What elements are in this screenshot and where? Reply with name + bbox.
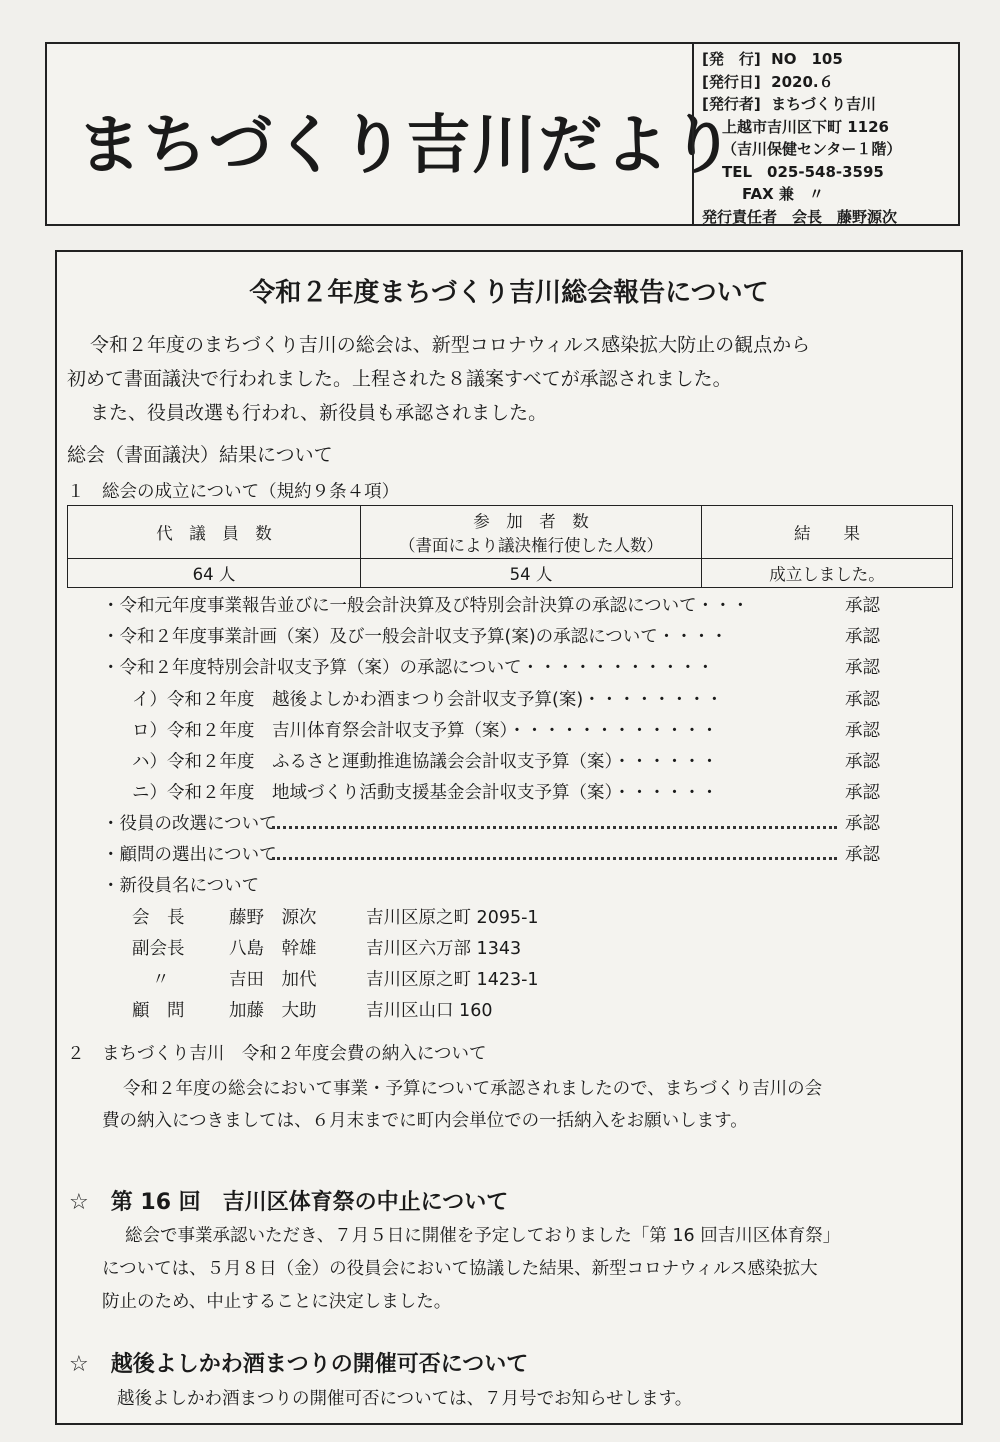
table-header-row (68, 506, 953, 559)
agenda-subitem: ロ）令和２年度 吉川体育祭会計収支予算（案）・・・・・・・・・・・・ (132, 721, 719, 741)
publisher-tel: TEL 025-548-3595 (722, 162, 884, 181)
header-result: 結 果 (702, 506, 953, 559)
date-label: [発行日] (702, 72, 761, 91)
sake-festival-heading: ☆ 越後よしかわ酒まつりの開催可否について (69, 1352, 529, 1377)
agenda-result: 承認 (845, 658, 880, 678)
intro-line-3: また、役員改選も行われ、新役員も承認されました。 (90, 402, 548, 424)
sports-festival-line-2: については、５月８日（金）の役員会において協議した結果、新型コロナウィルス感染拡大 (102, 1259, 818, 1279)
agenda-result: 承認 (845, 845, 880, 865)
officer-name: 八島 幹雄 (229, 939, 317, 959)
agenda-result: 承認 (845, 783, 880, 803)
agenda-result: 承認 (845, 721, 880, 741)
agenda-result: 承認 (845, 596, 880, 616)
officer-role: 〃 (152, 970, 170, 990)
agenda-item: ・令和元年度事業報告並びに一般会計決算及び特別会計決算の承認について・・・ (102, 596, 750, 616)
responsible-person: 発行責任者 会長 藤野源次 (702, 207, 898, 226)
officer-address: 吉川区原之町 1423-1 (366, 970, 539, 990)
general-meeting-report (55, 250, 963, 1425)
dot-leader (272, 857, 837, 860)
report-title: 令和２年度まちづくり吉川総会報告について (249, 278, 769, 308)
table-row (68, 559, 953, 588)
sports-festival-line-3: 防止のため、中止することに決定しました。 (102, 1292, 452, 1312)
officers-heading: ・新役員名について (102, 876, 260, 896)
agenda-item: ・令和２年度特別会計収支予算（案）の承認について・・・・・・・・・・・ (102, 658, 715, 678)
issue-row (702, 48, 960, 71)
dot-leader (272, 826, 837, 829)
intro-line-1: 令和２年度のまちづくり吉川の総会は、新型コロナウィルス感染拡大防止の観点から (90, 334, 811, 356)
publisher-row (702, 93, 960, 116)
publisher-label: [発行者] (702, 95, 761, 113)
header-participants (361, 506, 702, 559)
newsletter-title: まちづくり吉川だより (77, 109, 737, 183)
agenda-item: ・顧問の選出について (102, 845, 277, 865)
agenda-result: 承認 (845, 690, 880, 710)
agenda-result: 承認 (845, 752, 880, 772)
officer-name: 藤野 源次 (229, 908, 317, 928)
agenda-subitem: ハ）令和２年度 ふるさと運動推進協議会会計収支予算（案）・・・・・・ (132, 752, 719, 772)
officer-role: 顧 問 (132, 1001, 185, 1021)
officer-name: 加藤 大助 (229, 1001, 317, 1021)
publisher-name: まちづくり吉川 (771, 95, 877, 113)
officer-address: 吉川区六万部 1343 (366, 939, 522, 959)
agenda-result: 承認 (845, 627, 880, 647)
section-1-heading: １ 総会の成立について（規約９条４項） (67, 482, 400, 502)
section-2-line-1: 令和２年度の総会において事業・予算について承認されましたので、まちづくり吉川の会 (123, 1079, 823, 1099)
cell-participants: 54 人 (361, 559, 702, 588)
header-participants-label: 参 加 者 数 (473, 512, 589, 531)
issue-number: NO 105 (771, 50, 843, 68)
cell-delegates: 64 人 (68, 559, 361, 588)
officer-name: 吉田 加代 (229, 970, 317, 990)
agenda-item: ・役員の改選について (102, 814, 277, 834)
publisher-address: 上越市吉川区下町 1126 (722, 117, 889, 136)
publisher-address-note: （吉川保健センター１階） (722, 140, 902, 158)
intro-line-2: 初めて書面議決で行われました。上程された８議案すべてが承認されました。 (67, 368, 732, 390)
header-participants-note: （書面により議決権行使した人数） (399, 536, 663, 555)
agenda-item: ・令和２年度事業計画（案）及び一般会計収支予算(案)の承認について・・・・ (102, 627, 728, 647)
officer-address: 吉川区山口 160 (366, 1001, 493, 1021)
section-2-heading: ２ まちづくり吉川 令和２年度会費の納入について (67, 1044, 487, 1064)
section-2-line-2: 費の納入につきましては、６月末までに町内会単位での一括納入をお願いします。 (102, 1111, 748, 1131)
officer-address: 吉川区原之町 2095-1 (366, 908, 539, 928)
date-row (702, 71, 960, 94)
agenda-result: 承認 (845, 814, 880, 834)
cell-result: 成立しました。 (702, 559, 953, 588)
officer-role: 会 長 (132, 908, 185, 928)
agenda-subitem: ニ）令和２年度 地域づくり活動支援基金会計収支予算（案）・・・・・・ (132, 783, 719, 803)
issue-label: [発 行] (702, 50, 761, 68)
officer-role: 副会長 (132, 939, 185, 959)
sake-festival-line-1: 越後よしかわ酒まつりの開催可否については、７月号でお知らせします。 (117, 1389, 693, 1409)
masthead (45, 42, 960, 226)
publisher-fax: FAX 兼 〃 (742, 185, 824, 203)
sports-festival-line-1: 総会で事業承認いただき、７月５日に開催を予定しておりました「第 16 回吉川区体育祭」 (125, 1226, 841, 1246)
meeting-result-table (67, 505, 953, 588)
header-delegates: 代 議 員 数 (68, 506, 361, 559)
agenda-subitem: イ）令和２年度 越後よしかわ酒まつり会計収支予算(案)・・・・・・・・ (132, 690, 724, 710)
sports-festival-heading: ☆ 第 16 回 吉川区体育祭の中止について (69, 1190, 509, 1215)
results-heading: 総会（書面議決）結果について (67, 444, 333, 466)
imprint-block (692, 44, 960, 224)
issue-date: 2020.６ (771, 72, 834, 91)
